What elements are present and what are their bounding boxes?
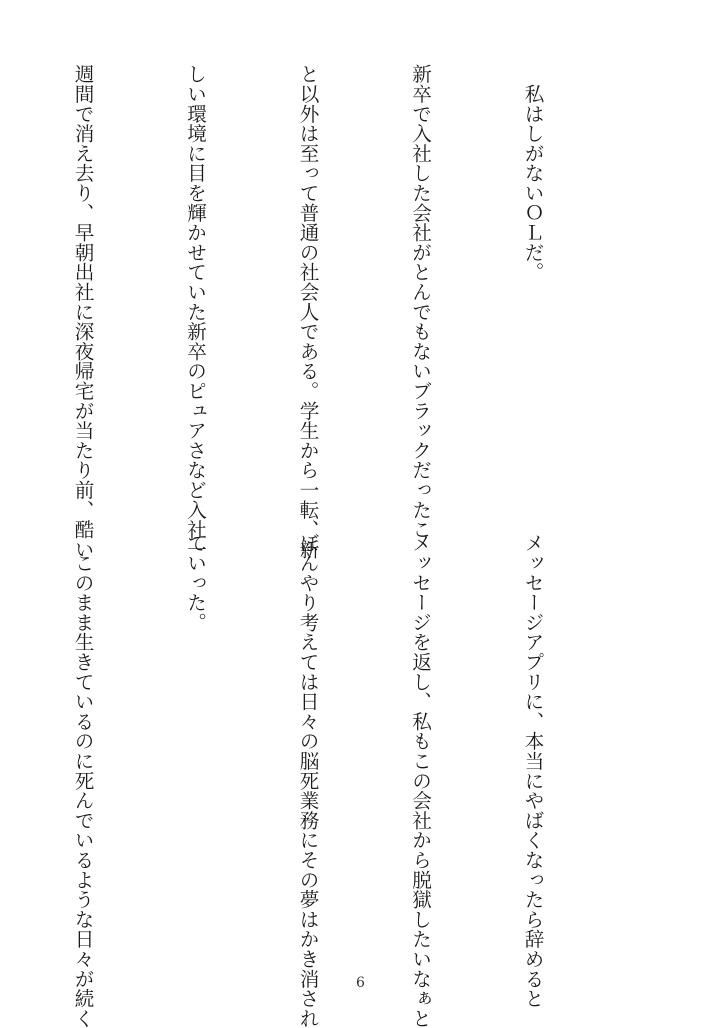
text-line: 週間で消え去り、早朝出社に深夜帰宅が当たり前、酷い [71,64,94,559]
text-line: 新卒で入社した会社がとんでもないブラックだったこ [408,64,432,540]
text-line: しい環境に目を輝かせていた新卒のピュアさなど入社一 [183,64,207,559]
text-line: ぼんやり考えては日々の脳死業務にその夢はかき消され [296,533,319,1028]
bottom-text-block [71,533,626,1028]
text-line: メッセージを返し、私もこの会社から脱獄したいなぁと [408,533,432,1028]
text-line: メッセージアプリに、本当にやばくなったら辞めると [521,533,544,1009]
page-number: 6 [356,975,365,991]
text-line: このまま生きているのに死んでいるような日々が続く [71,533,94,1028]
top-text-block [71,64,626,559]
text-line: ていった。 [183,533,207,632]
text-line: と以外は至って普通の社会人である。学生から一転、新 [296,64,319,559]
text-line: 私はしがないＯＬだ。 [521,64,544,282]
